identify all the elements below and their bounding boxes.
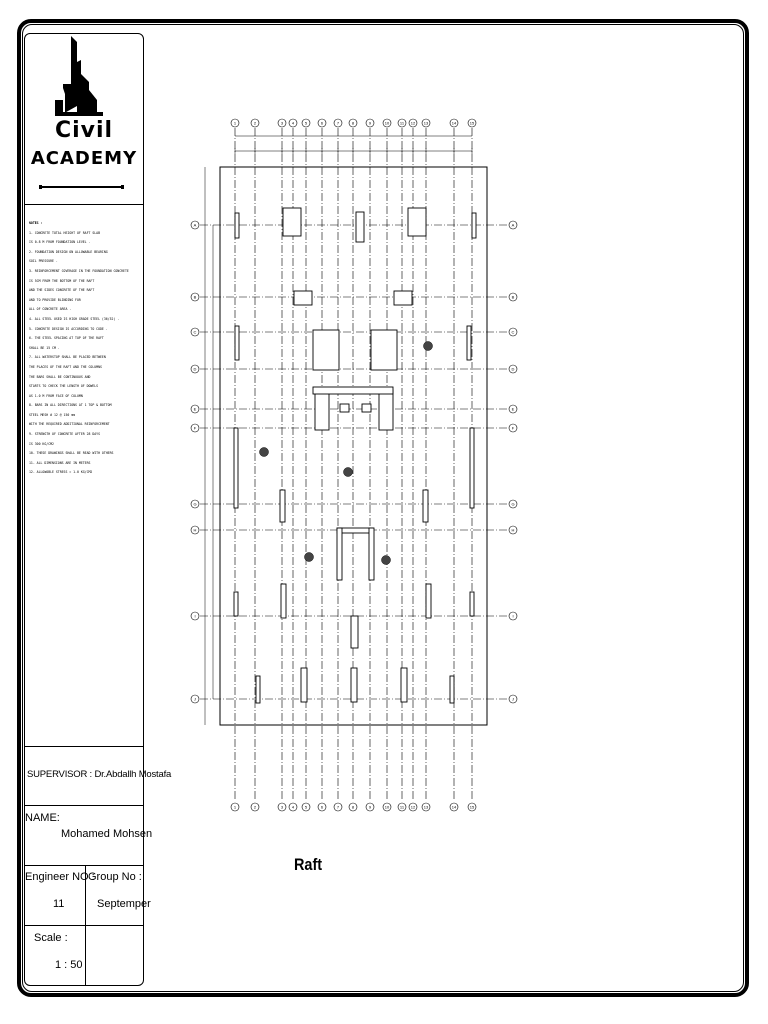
grid-label-row: J xyxy=(512,696,514,702)
note-line: THE BARS SHALL BE CONTINUOUS AND xyxy=(29,374,91,379)
grid-label-column: 15 xyxy=(469,804,475,810)
divider xyxy=(25,746,143,747)
shear-wall xyxy=(313,387,393,394)
grid-label-column: 11 xyxy=(399,120,405,126)
grid-label-column: 8 xyxy=(351,804,355,810)
grid-label-column: 3 xyxy=(280,804,284,810)
grid-label-row: A xyxy=(193,222,197,228)
shear-wall xyxy=(280,490,285,522)
note-line: 2- FOUNDATION DESIGN ON ALLOWABLE BEARING xyxy=(29,249,108,254)
grid-label-column: 13 xyxy=(423,120,429,126)
grid-label-row: E xyxy=(511,406,515,412)
divider xyxy=(25,805,143,806)
shear-wall xyxy=(450,676,454,703)
grid-label-column: 10 xyxy=(384,120,390,126)
column-hatched xyxy=(382,556,391,565)
shear-wall xyxy=(234,428,238,508)
grid-label-row: I xyxy=(512,613,514,619)
note-line: 10- THESE DRAWINGS SHALL BE READ WITH OTHERS xyxy=(29,451,114,456)
grid-label-column: 9 xyxy=(368,120,372,126)
shear-wall xyxy=(394,291,412,305)
grid-label-row: G xyxy=(193,501,197,507)
grid-label-column: 6 xyxy=(320,120,324,126)
grid-label-column: 5 xyxy=(304,804,308,810)
grid-label-column: 6 xyxy=(320,804,324,810)
shear-wall xyxy=(294,291,312,305)
shear-wall xyxy=(379,390,393,430)
column-hatched xyxy=(424,342,433,351)
grid-label-row: E xyxy=(193,406,197,412)
shear-wall xyxy=(337,528,342,580)
grid-label-row: H xyxy=(511,527,515,533)
grid-label-column: 10 xyxy=(384,804,390,810)
grid-label-column: 5 xyxy=(304,120,308,126)
note-line: SHALL BE 15 CM . xyxy=(29,345,60,350)
shear-wall xyxy=(426,584,431,618)
note-line: 8- BARS IN ALL DIRECTIONS AT 1 TOP & BOTTOM xyxy=(29,403,112,408)
note-line: IS 0.8 M FROM FOUNDATION LEVEL . xyxy=(29,240,91,245)
note-line: 9- STRENGTH OF CONCRETE AFTER 28 DAYS xyxy=(29,432,101,437)
shear-wall xyxy=(401,668,407,702)
raft-plan-drawing xyxy=(180,108,530,828)
grid-label-column: 1 xyxy=(233,804,237,810)
shear-wall xyxy=(340,404,349,412)
grid-label-column: 15 xyxy=(469,120,475,126)
shear-wall xyxy=(351,668,357,702)
logo-line-1: Civil xyxy=(54,118,114,143)
shear-wall xyxy=(283,208,301,236)
logo-line-2: ACADEMY xyxy=(30,148,138,169)
grid-label-row: B xyxy=(193,294,197,300)
general-notes xyxy=(29,219,141,478)
note-line: 3- REINFORCEMENT COVERAGE IN THE FOUNDATION CONCRETE xyxy=(29,268,129,273)
note-line: IS 5CM FROM THE BOTTOM OF THE RAFT xyxy=(29,278,95,283)
note-line: 7- ALL WATERSTOP SHALL BE PLACED BETWEEN xyxy=(29,355,106,360)
logo xyxy=(25,34,143,204)
grid-label-row: F xyxy=(193,425,197,431)
shear-wall xyxy=(470,428,474,508)
note-line: NOTES : xyxy=(29,221,43,225)
scale-value: 1 : 50 xyxy=(55,959,83,971)
grid-label-row: D xyxy=(511,366,515,372)
shear-wall xyxy=(315,390,329,430)
shear-wall xyxy=(351,616,358,648)
shear-wall xyxy=(356,212,364,242)
shear-wall xyxy=(235,213,239,238)
grid-label-row: I xyxy=(194,613,196,619)
note-line: STEEL MESH # 12 @ 150 mm xyxy=(29,412,76,417)
grid-label-column: 11 xyxy=(399,804,405,810)
grid-label-column: 4 xyxy=(291,120,295,126)
grid-label-column: 2 xyxy=(253,804,257,810)
grid-label-row: D xyxy=(193,366,197,372)
grid-label-row: H xyxy=(193,527,197,533)
shear-wall xyxy=(423,490,428,522)
shear-wall xyxy=(256,676,260,703)
shear-wall xyxy=(408,208,426,236)
name-label: NAME: xyxy=(25,812,60,824)
title-block xyxy=(24,33,172,986)
note-line: WITH THE REQUIRED ADDITIONAL REINFORCEMENT xyxy=(29,422,110,427)
divider xyxy=(25,925,143,926)
shear-wall xyxy=(281,584,286,618)
group-value: Septemper xyxy=(97,898,151,910)
grid-label-column: 7 xyxy=(336,804,340,810)
grid-label-row: B xyxy=(511,294,515,300)
grid-label-row: G xyxy=(511,501,515,507)
shear-wall xyxy=(234,592,238,616)
note-line: 5- CONCRETE DESIGN IS ACCORDING TO CODE . xyxy=(29,326,108,331)
note-line: 6- THE STEEL SPACING AT TOP OF THE RAFT xyxy=(29,336,104,341)
note-line: THE PLACES OF THE RAFT AND THE COLUMNS xyxy=(29,364,102,369)
engineer-label: Engineer NO : xyxy=(25,871,95,883)
scale-label: Scale : xyxy=(34,932,68,944)
shear-wall xyxy=(362,404,371,412)
supervisor-label: SUPERVISOR : Dr.Abdallh Mostafa xyxy=(27,769,172,780)
grid-label-column: 1 xyxy=(233,120,237,126)
shear-wall xyxy=(313,330,339,370)
grid-label-column: 7 xyxy=(336,120,340,126)
grid-label-row: A xyxy=(511,222,515,228)
divider xyxy=(25,204,143,205)
shear-wall xyxy=(371,330,397,370)
note-line: AS 1.0 M FROM FACE OF COLUMN xyxy=(29,393,83,398)
note-line: SOIL PRESSURE . xyxy=(29,259,58,264)
grid-label-row: C xyxy=(193,329,197,335)
shear-wall xyxy=(472,213,476,238)
grid-label-column: 3 xyxy=(280,120,284,126)
shear-wall xyxy=(369,528,374,580)
name-value: Mohamed Mohsen xyxy=(61,828,153,840)
note-line: ALL OF CONCRETE AREA . xyxy=(29,307,72,312)
divider xyxy=(25,865,143,866)
column-hatched xyxy=(260,448,269,457)
note-line: AND TO PROVIDE BLINDING FOR xyxy=(29,297,81,302)
grid-label-column: 13 xyxy=(423,804,429,810)
shear-wall xyxy=(467,326,471,360)
grid-label-column: 14 xyxy=(451,804,457,810)
shear-wall xyxy=(235,326,239,360)
note-line: STARTS TO CHECK THE LENGTH OF DOWELS xyxy=(29,384,99,389)
grid-label-column: 12 xyxy=(410,120,416,126)
grid-label-column: 14 xyxy=(451,120,457,126)
group-label: Group No : xyxy=(88,871,142,883)
note-line: 1- CONCRETE TOTAL HEIGHT OF RAFT SLAB xyxy=(29,230,101,235)
grid-label-column: 2 xyxy=(253,120,257,126)
shear-wall xyxy=(301,668,307,702)
shear-wall xyxy=(470,592,474,616)
column-hatched xyxy=(344,468,353,477)
note-line: 12- ALLOWABLE STRESS = 1.0 KG/CM2 xyxy=(29,470,93,475)
drawing-title: Raft xyxy=(294,855,323,874)
grid-label-column: 9 xyxy=(368,804,372,810)
engineer-value: 11 xyxy=(53,898,65,910)
grid-label-column: 8 xyxy=(351,120,355,126)
note-line: 4- ALL STEEL USED IS HIGH GRADE STEEL (36/52) . xyxy=(29,316,120,321)
note-line: IS 300 KG/CM2 xyxy=(29,441,54,446)
grid-label-row: J xyxy=(194,696,196,702)
note-line: AND THE SIDES CONCRETE OF THE RAFT xyxy=(29,288,95,293)
note-line: 11- ALL DIMENSIONS ARE IN METERS xyxy=(29,460,91,465)
grid-label-row: C xyxy=(511,329,515,335)
grid-label-column: 4 xyxy=(291,804,295,810)
column-hatched xyxy=(305,553,314,562)
grid-label-column: 12 xyxy=(410,804,416,810)
grid-label-row: F xyxy=(511,425,515,431)
